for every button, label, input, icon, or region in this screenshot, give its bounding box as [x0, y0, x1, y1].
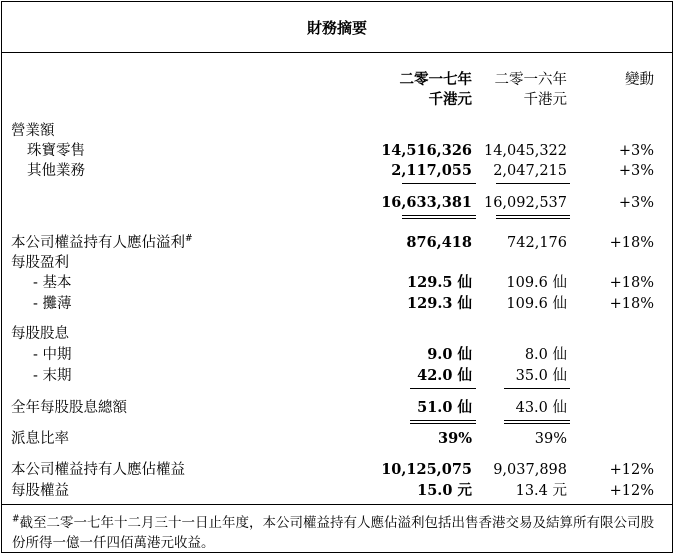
- dps-total-rule-2017-a: [410, 420, 476, 421]
- equity-change: +12%: [609, 462, 654, 478]
- header-2016-unit: 千港元: [523, 92, 567, 108]
- table-title: 財務摘要: [2, 2, 672, 53]
- eqps-2017: 15.0 元: [417, 482, 472, 499]
- total-rule-2016-b: [496, 218, 570, 219]
- header-2017-unit: 千港元: [428, 91, 472, 108]
- financial-summary-table: [1, 1, 673, 553]
- other-change: +3%: [618, 163, 654, 179]
- profit-2016: 742,176: [507, 235, 567, 251]
- footnote-text: 截至二零一七年十二月三十一日止年度，本公司權益持有人應佔溢利包括出售香港交易及結算所有限公司股份所得一億一仟四佰萬港元收益。: [12, 515, 655, 551]
- header-2017-year: 二零一七年: [399, 71, 472, 88]
- revenue-label: 營業額: [11, 123, 55, 139]
- eps-diluted-2017: 129.3 仙: [407, 295, 472, 312]
- other-2017: 2,117,055: [391, 162, 472, 179]
- other-label: 其他業務: [27, 163, 85, 179]
- subtotal-rule-2017: [402, 183, 476, 184]
- profit-label: 本公司權益持有人應佔溢利#: [11, 234, 193, 251]
- eps-diluted-label: - 攤薄: [33, 296, 72, 312]
- dps-label: 每股股息: [11, 326, 69, 342]
- total-2016: 16,092,537: [483, 195, 567, 211]
- eps-diluted-2016: 109.6 仙: [506, 296, 567, 312]
- payout-label: 派息比率: [11, 431, 69, 447]
- header-2016-year: 二零一六年: [494, 72, 567, 88]
- profit-2017: 876,418: [406, 234, 472, 251]
- equity-label: 本公司權益持有人應佔權益: [11, 462, 185, 478]
- jewellery-2017: 14,516,326: [381, 142, 472, 159]
- dps-total-2017: 51.0 仙: [417, 399, 472, 416]
- eps-basic-2016: 109.6 仙: [506, 275, 567, 291]
- dps-total-rule-2017-b: [410, 423, 476, 424]
- eqps-change: +12%: [609, 483, 654, 499]
- footnote-divider: [2, 504, 672, 505]
- jewellery-change: +3%: [618, 143, 654, 159]
- jewellery-2016: 14,045,322: [483, 143, 567, 159]
- dps-total-rule-2016-a: [504, 420, 570, 421]
- header-change: 變動: [625, 72, 654, 88]
- eps-basic-change: +18%: [609, 275, 654, 291]
- jewellery-label: 珠寶零售: [27, 143, 85, 159]
- total-rule-2016-a: [496, 215, 570, 216]
- dps-interim-2016: 8.0 仙: [524, 347, 567, 363]
- dps-final-label: - 末期: [33, 368, 72, 384]
- profit-change: +18%: [609, 235, 654, 251]
- header-2016: [495, 70, 568, 110]
- eps-basic-2017: 129.5 仙: [407, 274, 472, 291]
- dps-interim-2017: 9.0 仙: [427, 346, 472, 363]
- dps-final-2016: 35.0 仙: [515, 368, 567, 384]
- eps-label: 每股盈利: [11, 255, 69, 271]
- other-2016: 2,047,215: [493, 163, 567, 179]
- total-2017: 16,633,381: [381, 194, 472, 211]
- payout-2016: 39%: [534, 431, 567, 447]
- profit-footnote-mark: #: [185, 234, 193, 245]
- payout-2017: 39%: [438, 430, 472, 447]
- eps-basic-label: - 基本: [33, 275, 72, 291]
- total-change: +3%: [618, 195, 654, 211]
- footnote-mark: #: [12, 514, 20, 525]
- subtotal-rule-2016: [496, 183, 570, 184]
- total-rule-2017-b: [402, 218, 476, 219]
- footnote: [12, 513, 667, 553]
- dps-subtotal-rule-2016: [504, 388, 570, 389]
- eqps-label: 每股權益: [11, 483, 69, 499]
- total-rule-2017-a: [402, 215, 476, 216]
- dps-interim-label: - 中期: [33, 347, 72, 363]
- dps-total-rule-2016-b: [504, 423, 570, 424]
- dps-total-2016: 43.0 仙: [515, 400, 567, 416]
- eqps-2016: 13.4 元: [515, 483, 567, 499]
- header-2017: [400, 70, 473, 110]
- eps-diluted-change: +18%: [609, 296, 654, 312]
- equity-2017: 10,125,075: [381, 461, 472, 478]
- equity-2016: 9,037,898: [493, 462, 567, 478]
- dps-subtotal-rule-2017: [410, 388, 476, 389]
- dps-final-2017: 42.0 仙: [417, 367, 472, 384]
- dps-total-label: 全年每股股息總額: [11, 400, 127, 416]
